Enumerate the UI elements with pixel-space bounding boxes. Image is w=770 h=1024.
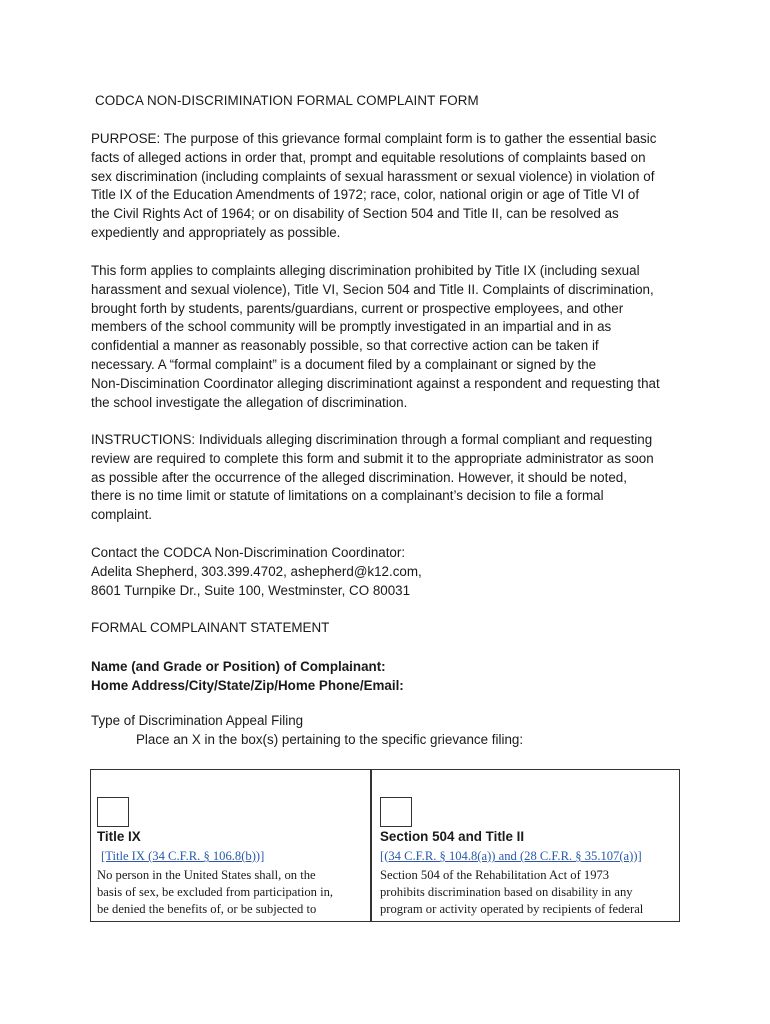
applies-line: members of the school community will be promptly investigated in an impartial and in as (91, 319, 612, 335)
purpose-paragraph (91, 130, 691, 243)
instructions-line: review are required to complete this form and submit it to the appropriate administrator as soon (91, 450, 654, 466)
applies-paragraph (91, 262, 691, 412)
contact-heading: Contact the CODCA Non-Discrimination Coordinator: (91, 545, 406, 560)
title-ix-description-line: be denied the benefits of, or be subjected to (97, 902, 317, 916)
purpose-line: PURPOSE: The purpose of this grievance formal complaint form is to gather the essential basic (91, 131, 657, 146)
instructions-line: INSTRUCTIONS: Individuals alleging discrimination through a formal compliant and requesting (91, 432, 653, 447)
complainant-name-field-label: Name (and Grade or Position) of Complainant: (91, 659, 386, 674)
purpose-line: the Civil Rights Act of 1964; or on disability of Section 504 and Title II, can be resolved as (91, 206, 619, 222)
section-504-heading: Section 504 and Title II (380, 829, 525, 844)
section-504-description (380, 867, 665, 918)
purpose-line: Title IX of the Education Amendments of 1972; race, color, national origin or age of Title VI of (91, 187, 640, 203)
purpose-line: expediently and appropriately as possible. (91, 224, 341, 240)
section-504-citation-link[interactable]: [(34 C.F.R. § 104.8(a)) and (28 C.F.R. § 35.107(a))] (380, 849, 642, 863)
instructions-line: complaint. (91, 507, 153, 523)
instructions-line: as possible after the occurrence of the alleged discrimination. However, it should be noted, (91, 469, 627, 485)
applies-line: necessary. A “formal complaint” is a document filed by a complainant or signed by the (91, 356, 597, 372)
section-504-description-line: Section 504 of the Rehabilitation Act of 1973 (380, 868, 610, 882)
title-ix-citation-link[interactable]: [Title IX (34 C.F.R. § 106.8(b))] (101, 849, 265, 863)
title-ix-description-line: No person in the United States shall, on the (97, 868, 316, 882)
applies-line: brought forth by students, parents/guardians, current or prospective employees, and other (91, 300, 624, 316)
contact-address: 8601 Turnpike Dr., Suite 100, Westminster, CO 80031 (91, 582, 411, 598)
instructions-paragraph (91, 431, 691, 525)
title-ix-description (97, 867, 382, 918)
purpose-line: sex discrimination (including complaints of sexual harassment or sexual violence) in violation of (91, 168, 655, 184)
section-504-description-line: prohibits discrimination based on disability in any (380, 885, 633, 899)
applies-line: the school investigate the allegation of discrimination. (91, 394, 408, 410)
form-title: CODCA NON-DISCRIMINATION FORMAL COMPLAINT FORM (95, 93, 479, 108)
applies-line: Non-Discimination Coordinator alleging discriminationt against a respondent and requesting that (91, 375, 660, 391)
title-ix-description-line: basis of sex, be excluded from participation in, (97, 885, 334, 899)
instructions-line: there is no time limit or statute of limitations on a complainant’s decision to file a formal (91, 488, 604, 504)
title-ix-checkbox[interactable] (97, 797, 129, 827)
complainant-address-field-label: Home Address/City/State/Zip/Home Phone/Email: (91, 678, 404, 693)
filing-type-heading: Type of Discrimination Appeal Filing (91, 713, 304, 728)
applies-line: This form applies to complaints alleging discrimination prohibited by Title IX (including sexual (91, 263, 640, 278)
purpose-line: facts of alleged actions in order that, prompt and equitable resolutions of complaints based on (91, 149, 646, 165)
applies-line: confidential a manner as reasonably possible, so that corrective action can be taken if (91, 338, 599, 354)
contact-block (91, 544, 691, 600)
statement-heading: FORMAL COMPLAINANT STATEMENT (91, 620, 330, 635)
section-504-checkbox[interactable] (380, 797, 412, 827)
contact-person: Adelita Shepherd, 303.399.4702, ashepherd@k12.com, (91, 563, 422, 579)
title-ix-heading: Title IX (97, 829, 141, 844)
filing-type-instruction: Place an X in the box(s) pertaining to the specific grievance filing: (136, 732, 524, 747)
section-504-description-line: program or activity operated by recipients of federal (380, 902, 644, 916)
applies-line: harassment and sexual violence), Title VI, Secion 504 and Title II. Complaints of discrimination, (91, 281, 654, 297)
